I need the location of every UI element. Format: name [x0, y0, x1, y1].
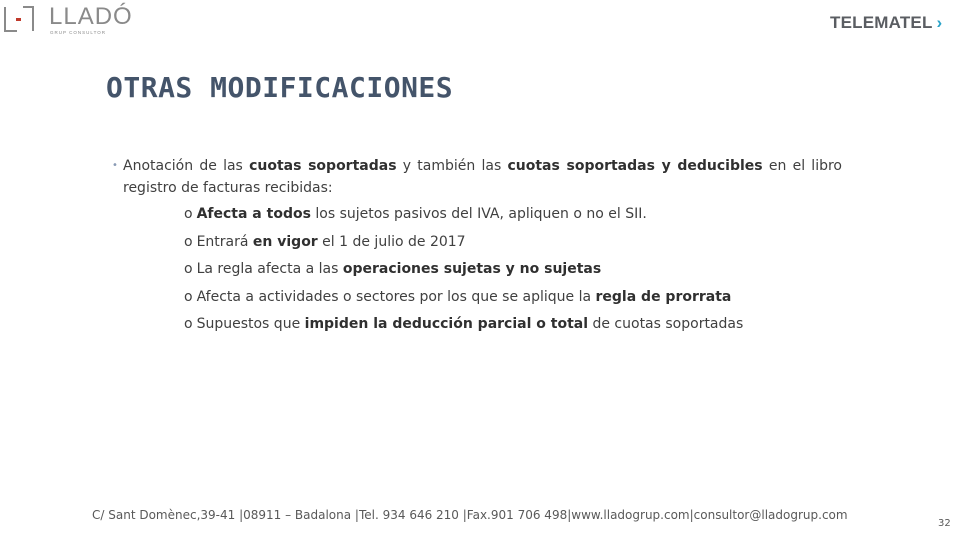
bullet-text-part: y también las — [396, 158, 508, 174]
sub-item-text: Entrará — [196, 233, 253, 250]
bullet-bold-part: cuotas soportadas y deducibles — [507, 158, 763, 174]
sub-bullet-item — [184, 314, 743, 342]
sub-bullet-marker: o — [184, 288, 193, 305]
bullet-text-part: Anotación de las — [123, 158, 250, 174]
sub-bullet-item — [184, 259, 743, 287]
sub-item-bold: impiden la deducción parcial o total — [304, 316, 589, 333]
sub-bullet-marker: o — [184, 233, 193, 250]
sub-item-bold: en vigor — [252, 233, 318, 250]
sub-item-bold: operaciones sujetas y no sujetas — [342, 261, 602, 278]
main-bullet-text — [112, 155, 842, 199]
llado-logo — [3, 3, 133, 37]
sub-item-bold: regla de prorrata — [595, 288, 732, 305]
page-number: 32 — [938, 518, 951, 529]
bullet-bold-part: cuotas soportadas — [249, 158, 397, 174]
sub-bullet-item — [184, 232, 743, 260]
chevron-right-icon: › — [936, 13, 943, 32]
llado-logo-text: LLADÓ — [49, 3, 133, 30]
telematel-logo — [830, 12, 942, 34]
sub-item-bold: Afecta a todos — [196, 206, 311, 222]
sub-bullet-marker: o — [184, 206, 193, 222]
sub-bullet-marker: o — [184, 316, 193, 333]
sub-item-text: los sujetos pasivos del IVA, apliquen o no el SII. — [310, 206, 647, 222]
bullet-text-part: en el libro registro de facturas recibidas: — [123, 158, 842, 196]
slide-title: OTRAS MODIFICACIONES — [106, 71, 454, 104]
sub-item-text: de cuotas soportadas — [588, 316, 744, 333]
llado-logo-subtext: GRUP CONSULTOR — [50, 30, 107, 35]
sub-item-text: Supuestos que — [196, 316, 305, 333]
sub-item-text: Afecta a actividades o sectores por los que se aplique la — [196, 288, 596, 305]
sub-item-text: el 1 de julio de 2017 — [317, 233, 466, 250]
main-bullet — [112, 155, 842, 199]
sub-bullet-marker: o — [184, 261, 193, 278]
sub-bullet-item — [184, 204, 743, 232]
bullet-dot-icon: • — [112, 160, 118, 171]
telematel-logo-text: TELEMATEL — [830, 13, 933, 32]
footer-contact: C/ Sant Domènec,39-41 |08911 – Badalona |Tel. 934 646 210 |Fax.901 706 498|www.lladogrup.com|consultor@lladogrup.com — [92, 508, 848, 522]
sub-bullet-list — [184, 204, 743, 342]
sub-item-text: La regla afecta a las — [196, 261, 343, 278]
llado-mark-icon — [3, 5, 35, 33]
sub-bullet-item — [184, 287, 743, 315]
